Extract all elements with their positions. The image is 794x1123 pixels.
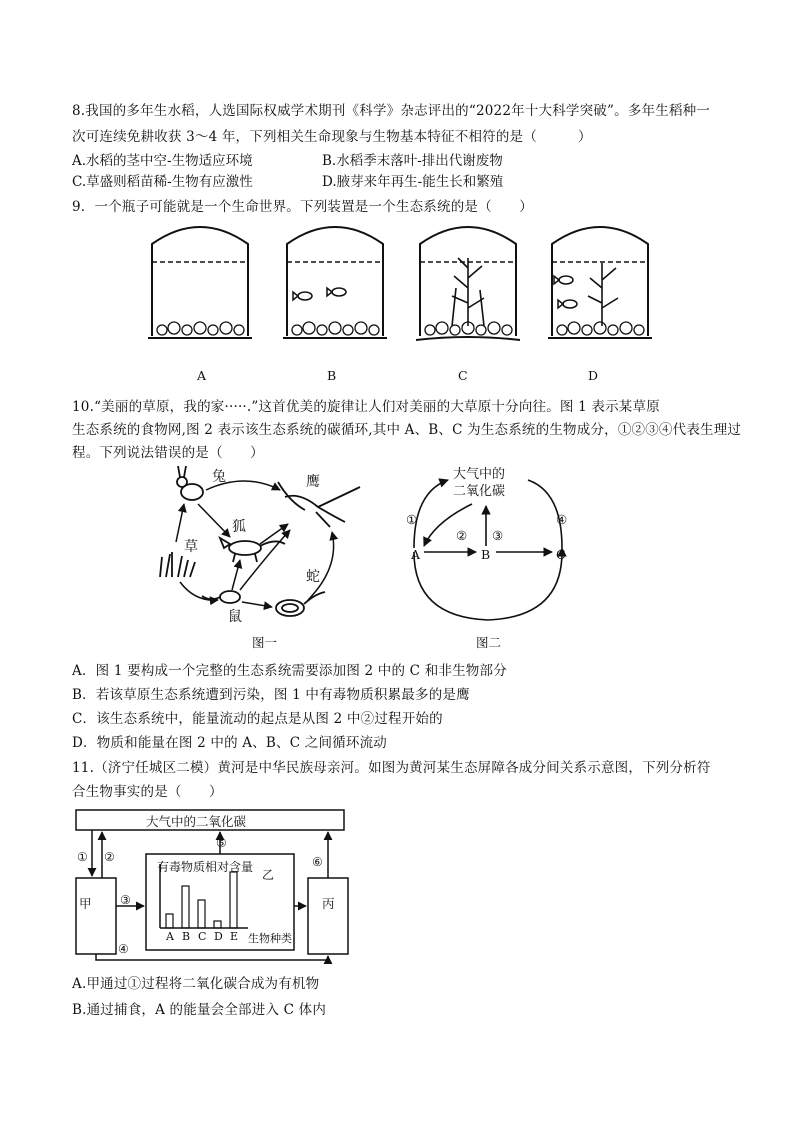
q8-option-c: C.草盛则稻苗稀-生物有应激性 <box>72 174 253 190</box>
bottle-a <box>148 227 252 338</box>
bar-d <box>214 921 221 928</box>
process-1-label: ① <box>77 850 88 864</box>
bottle-b <box>283 227 387 338</box>
bottle-label-b: B <box>327 368 337 383</box>
fox-icon <box>220 538 285 562</box>
co2-box-label: 大气中的二氧化碳 <box>146 814 247 829</box>
bar-label-b: B <box>182 930 191 943</box>
bar-label-e: E <box>230 930 239 943</box>
figure1-caption: 图一 <box>252 635 278 650</box>
fish-icon <box>293 288 346 300</box>
process-5-label: ⑤ <box>216 836 227 850</box>
label-fox: 狐 <box>232 519 246 535</box>
label-rabbit: 兔 <box>212 469 226 485</box>
q8-option-b: B.水稻季末落叶-排出代谢废物 <box>322 153 503 169</box>
q10-line2: 生态系统的食物网,图 2 表示该生态系统的碳循环,其中 A、B、C 为生态系统的生物成分，①②③④代表生理过 <box>72 422 742 438</box>
water-plant-icon <box>588 263 618 326</box>
bar-e <box>230 872 237 928</box>
jia-label: 甲 <box>79 896 92 911</box>
node-b: B <box>481 547 491 562</box>
node-c: C <box>556 547 566 562</box>
bottle-label-a: A <box>197 368 207 383</box>
water-plant-icon <box>452 258 484 326</box>
q10-option-c: C．该生态系统中，能量流动的起点是从图 2 中②过程开始的 <box>72 711 443 727</box>
label-eagle: 鹰 <box>306 474 320 490</box>
bar-label-a: A <box>166 930 174 943</box>
q9-line1: 9．一个瓶子可能就是一个生命世界。下列装置是一个生态系统的是（ ） <box>72 199 533 215</box>
q11-option-a: A.甲通过①过程将二氧化碳合成为有机物 <box>72 976 320 992</box>
process-6-label: ⑥ <box>312 855 323 869</box>
fish-icon <box>554 276 577 308</box>
yi-label: 乙 <box>262 868 275 882</box>
bar-b <box>182 886 189 928</box>
bar-c <box>198 900 205 928</box>
bar-label-c: C <box>198 930 207 943</box>
food-web-figure <box>140 462 380 632</box>
label-grass: 草 <box>184 539 198 555</box>
q11-line1: 11.（济宁任城区二模）黄河是中华民族母亲河。如图为黄河某生态屏障各成分间关系示意图，下列分析符 <box>72 760 711 776</box>
jia-box <box>76 878 116 954</box>
q8-option-a: A.水稻的茎中空-生物适应环境 <box>72 153 253 169</box>
mouse-icon <box>202 591 240 603</box>
q10-option-a: A．图 1 要构成一个完整的生态系统需要添加图 2 中的 C 和非生物部分 <box>72 663 507 679</box>
label-mouse: 鼠 <box>228 609 242 625</box>
bing-label: 丙 <box>322 896 335 911</box>
figure2-caption: 图二 <box>476 635 502 650</box>
q11-option-b: B.通过捕食，A 的能量会全部进入 C 体内 <box>72 1002 327 1018</box>
node-a: A <box>411 547 421 562</box>
process-4-label: ④ <box>118 942 129 956</box>
process-1: ① <box>406 512 418 527</box>
rabbit-icon <box>177 466 203 500</box>
snake-icon <box>276 592 325 616</box>
co2-label-line1: 大气中的 <box>453 467 506 482</box>
q8-line1: 8.我国的多年生水稻，人选国际权威学术期刊《科学》杂志评出的“2022年十大科学突破”。多年生稻种一 <box>72 103 711 119</box>
co2-label-line2: 二氧化碳 <box>453 484 506 499</box>
bing-box <box>308 878 348 954</box>
q10-line3: 程。下列说法错误的是（ ） <box>72 445 264 461</box>
chart-bars <box>166 872 237 928</box>
q10-option-b: B．若该草原生态系统遭到污染，图 1 中有毒物质积累最多的是鹰 <box>72 687 470 703</box>
chart-x-label: 生物种类 <box>248 932 292 945</box>
q11-line2: 合生物事实的是（ ） <box>72 784 223 800</box>
q10-line1: 10.“美丽的草原，我的家·····.”这首优美的旋律让人们对美丽的大草原十分向往。图 1 表示某草原 <box>72 399 660 415</box>
bottle-label-d: D <box>588 368 599 383</box>
q10-option-d: D．物质和能量在图 2 中的 A、B、C 之间循环流动 <box>72 735 387 751</box>
process-2: ② <box>456 528 468 543</box>
bottle-c <box>416 227 520 340</box>
label-snake: 蛇 <box>306 569 320 585</box>
bar-label-d: D <box>214 930 223 943</box>
process-4: ④ <box>556 512 568 527</box>
q8-option-d: D.腋芽来年再生-能生长和繁殖 <box>322 174 504 190</box>
q8-line2: 次可连续免耕收获 3～4 年，下列相关生命现象与生物基本特征不相符的是（ ） <box>72 129 592 145</box>
process-3-label: ③ <box>120 893 131 907</box>
process-3: ③ <box>492 528 504 543</box>
bottle-d <box>548 227 652 338</box>
bar-a <box>166 914 173 928</box>
bottle-figures <box>140 218 660 358</box>
bottle-label-c: C <box>458 368 468 383</box>
chart-title: 有毒物质相对含量 <box>157 860 254 874</box>
process-2-label: ② <box>104 850 115 864</box>
